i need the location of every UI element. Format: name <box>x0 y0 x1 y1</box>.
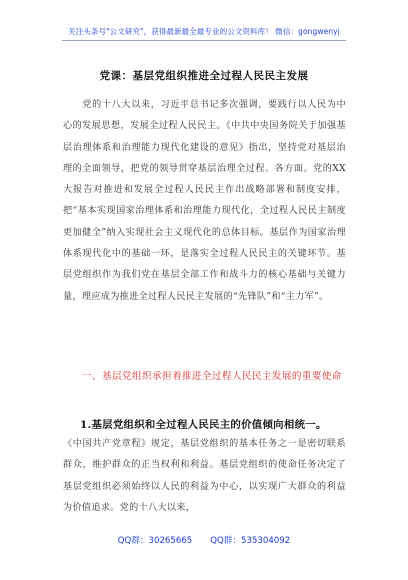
document-title: 党课：基层党组织推进全过程人民民主发展 <box>99 70 309 82</box>
section-heading <box>63 366 346 387</box>
page-footer <box>0 534 408 546</box>
footer-qq-group-2: QQ群：535304092 <box>210 536 291 546</box>
header-rule <box>62 40 346 41</box>
subsection-heading: 1.基层党组织和全过程人民民主的价值倾向相统一。 <box>80 419 327 431</box>
section-heading-text: 一、基层党组织承担着推进全过程人民民主发展的重要使命 <box>82 371 342 382</box>
header-promo-text: 关注头条号"公文研究"，获得最新最全最专业的公文资料库！ 微信：gongwenyj <box>68 27 340 36</box>
intro-paragraph <box>63 95 346 308</box>
page-header <box>0 0 408 44</box>
footer-qq-group-1: QQ群：30265665 <box>117 536 193 546</box>
body-paragraph-text: 《中国共产党章程》规定，基层党组织的基本任务之一是密切联系群众，维护群众的正当权利和利益。基层党组织的使命任务决定了基层党组织必须始终以人民的利益为中心，以实现广大群众的利益为价值追求。党的十八大以来， <box>63 439 346 513</box>
intro-paragraph-text: 党的十八大以来，习近平总书记多次强调，要践行以人民为中心的发展思想，发展全过程人民民主。《中共中央国务院关于加强基层治理体系和治理能力现代化建设的意见》指出，坚持党对基层治理的全面领导，把党的领导贯穿基层治理全过程、各方面。党的XX大报告对推进和发展全过程人民民主作出战略部署和制度安排，把“基本实现国家治理体系和治理能力现代化，全过程人民民主制度更加健全”纳入实现社会主义现代化的总体目标。基层作为国家治理体系现代化中的基础一环，是落实全过程人民民主的关键环节。基层党组织作为我们党在基层全部工作和战斗力的核心基础与关键力量，理应成为推进全过程人民民主发展的“先锋队”和“主力军”。 <box>63 100 346 302</box>
body-paragraph <box>63 434 346 519</box>
